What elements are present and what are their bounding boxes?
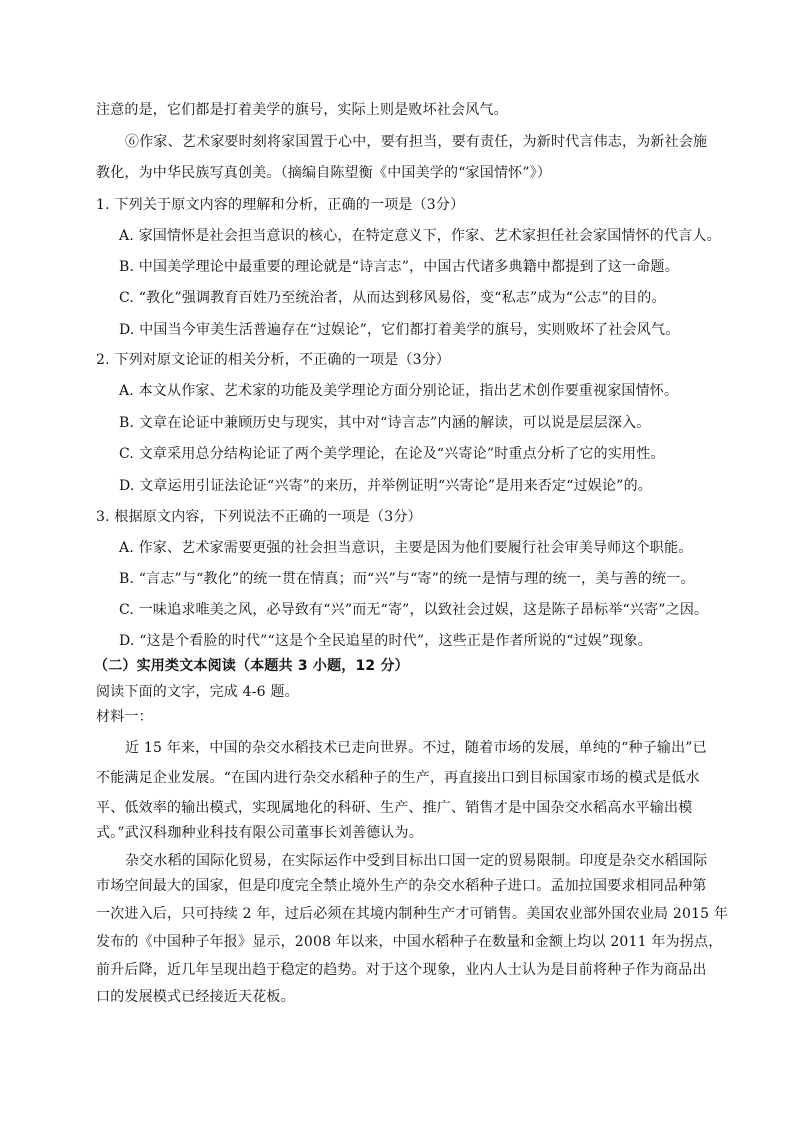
material-paragraph-1-line-3: 平、低效率的输出模式，实现属地化的科研、生产、推广、销售才是中国杂交水稻高水平输出模 [96,800,693,816]
material-paragraph-2-line-2: 市场空间最大的国家，但是印度完全禁止境外生产的杂交水稻种子进口。孟加拉国要求相同品种第 [96,878,707,894]
question-1-option-d: D. 中国当今审美生活普遍存在“过娱论”，它们都打着美学的旗号，实则败坏了社会风气。 [119,322,680,338]
material-paragraph-2-line-3: 一次进入后，只可持续 2 年，过后必须在其境内制种生产才可销售。美国农业部外国农业局 2015 年 [96,906,729,922]
passage-line: 注意的是，它们都是打着美学的旗号，实际上则是败坏社会风气。 [96,102,508,118]
question-1-option-b: B. 中国美学理论中最重要的理论就是“诗言志”，中国古代诸多典籍中都提到了这一命题。 [119,259,679,275]
material-paragraph-1-line-2: 不能满足企业发展。“在国内进行杂交水稻种子的生产，再直接出口到目标国家市场的模式是低水 [96,770,700,786]
material-paragraph-2-line-5: 前升后降，近几年呈现出趋于稳定的趋势。对于这个现象，业内人士认为是目前将种子作为商品出 [96,962,707,978]
section-instruction: 阅读下面的文字，完成 4-6 题。 [96,684,299,700]
question-1-option-a: A. 家国情怀是社会担当意识的核心，在特定意义下，作家、艺术家担任社会家国情怀的代言人。 [119,228,721,244]
question-3-stem: 3. 根据原文内容，下列说法不正确的一项是（3分） [96,509,422,525]
question-2-option-b: B. 文章在论证中兼顾历史与现实，其中对“诗言志”内涵的解读，可以说是层层深入。 [119,415,651,431]
question-2-option-c: C. 文章采用总分结构论证了两个美学理论，在论及“兴寄论”时重点分析了它的实用性。 [119,446,665,462]
material-label: 材料一： [96,709,153,725]
question-2-option-d: D. 文章运用引证法论证“兴寄”的来历，并举例证明“兴寄论”是用来否定“过娱论”的。 [119,478,652,494]
material-paragraph-1-line-4: 式。”武汉科珈种业科技有限公司董事长刘善德认为。 [96,825,423,841]
question-1-stem: 1. 下列关于原文内容的理解和分析，正确的一项是（3分） [96,197,465,213]
question-3-option-a: A. 作家、艺术家需要更强的社会担当意识，主要是因为他们要履行社会审美导师这个职能。 [119,540,693,556]
question-3-option-d: D. “这是个看脸的时代”“这是个全民追星的时代”，这些正是作者所说的“过娱”现象。 [119,633,652,649]
question-2-stem: 2. 下列对原文论证的相关分析，不正确的一项是（3分） [96,352,451,368]
material-paragraph-2-line-1: 杂交水稻的国际化贸易，在实际运作中受到目标出口国一定的贸易限制。印度是杂交水稻国际 [125,853,708,869]
question-3-option-c: C. 一味追求唯美之风，必导致有“兴”而无“寄”，以致社会过娱，这是陈子昂标举“兴寄”之因。 [119,602,709,618]
passage-paragraph-6-line-1: ⑥作家、艺术家要时刻将家国置于心中，要有担当，要有责任，为新时代言伟志，为新社会施 [125,134,708,150]
material-paragraph-1-line-1: 近 15 年来，中国的杂交水稻技术已走向世界。不过，随着市场的发展，单纯的“种子输出”已 [125,740,707,756]
question-2-option-a: A. 本文从作家、艺术家的功能及美学理论方面分别论证，指出艺术创作要重视家国情怀。 [119,383,679,399]
section-heading: （二）实用类文本阅读（本题共 3 小题，12 分） [94,658,409,674]
question-1-option-c: C. “教化”强调教育百姓乃至统治者，从而达到移风易俗，变“私志”成为“公志”的目的。 [119,290,666,306]
passage-paragraph-6-line-2: 教化，为中华民族写真创美。（摘编自陈望衡《中国美学的“家国情怀”》） [96,165,552,181]
material-paragraph-2-line-6: 口的发展模式已经接近天花板。 [96,989,295,1005]
question-3-option-b: B. “言志”与“教化”的统一贯在情真；而“兴”与“寄”的统一是情与理的统一，美与善的统一。 [119,571,695,587]
material-paragraph-2-line-4: 发布的《中国种子年报》显示，2008 年以来，中国水稻种子在数量和金额上均以 2011 年为拐点， [96,934,723,950]
